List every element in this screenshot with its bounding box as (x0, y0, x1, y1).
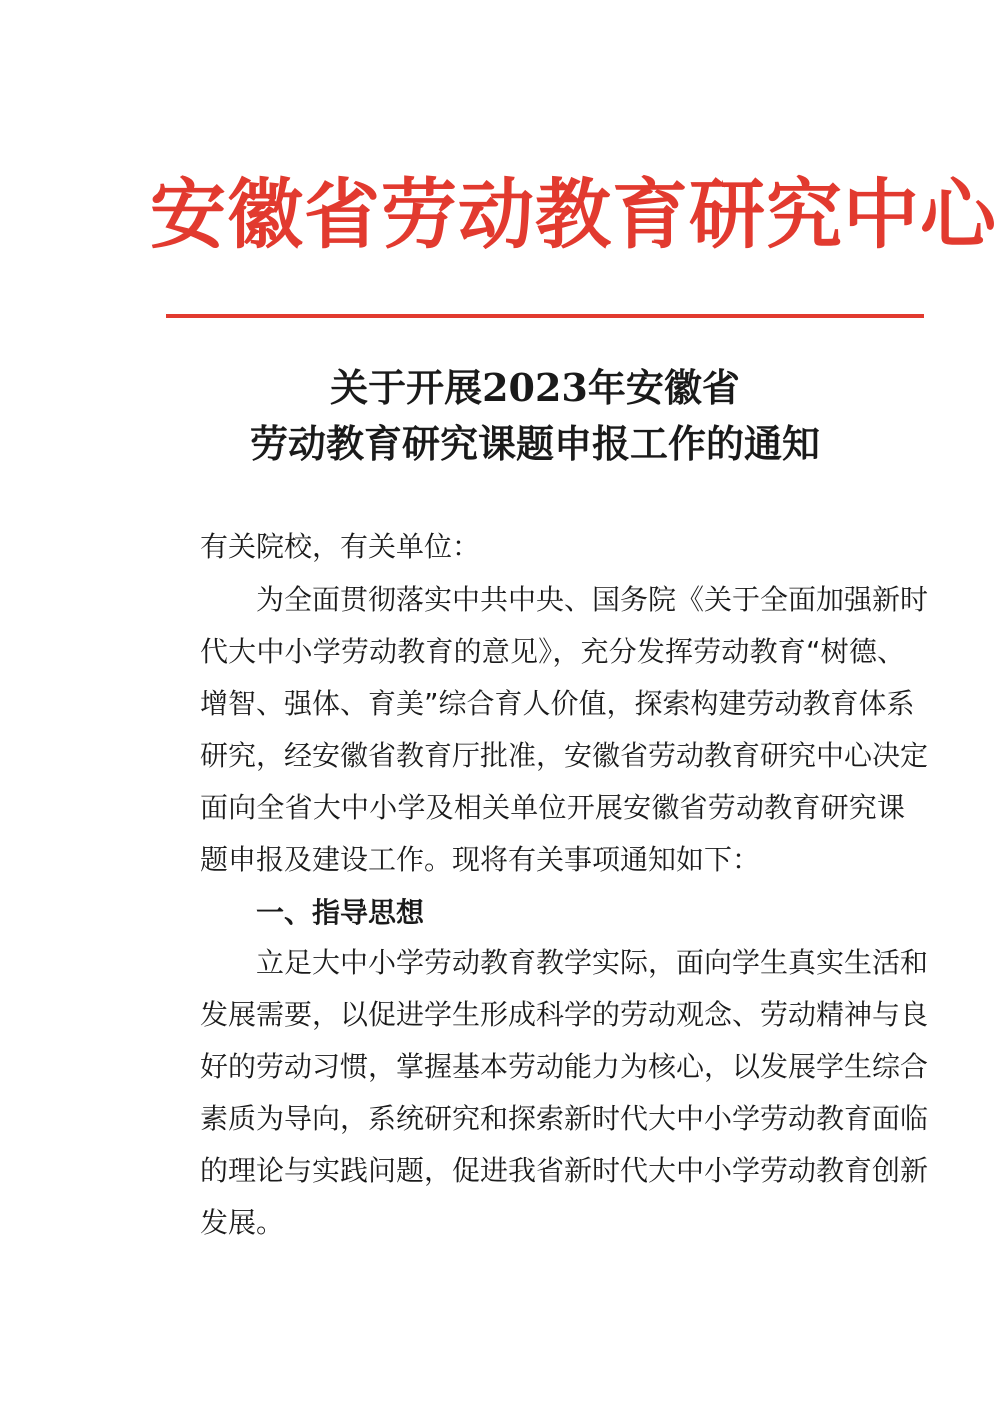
section-1-line-1: 立足大中小学劳动教育教学实际，面向学生真实生活和 (256, 946, 929, 979)
paragraph-1-line-6: 题申报及建设工作。现将有关事项通知如下： (200, 843, 761, 876)
document-title (150, 360, 920, 472)
section-1-line-2: 发展需要，以促进学生形成科学的劳动观念、劳动精神与良 (200, 998, 929, 1031)
paragraph-1-line-2: 代大中小学劳动教育的意见》，充分发挥劳动教育“树德、 (200, 635, 905, 668)
document-title-line-2: 劳动教育研究课题申报工作的通知 (249, 421, 820, 466)
paragraph-1-line-4: 研究，经安徽省教育厅批准，安徽省劳动教育研究中心决定 (200, 739, 929, 772)
salutation: 有关院校，有关单位： (200, 530, 481, 563)
document-title-line-1: 关于开展2023年安徽省 (330, 365, 740, 410)
paragraph-1-line-3: 增智、强体、育美”综合育人价值，探索构建劳动教育体系 (200, 687, 915, 720)
section-1-line-6: 发展。 (200, 1206, 285, 1239)
paragraph-1-line-5: 面向全省大中小学及相关单位开展安徽省劳动教育研究课 (200, 791, 905, 824)
letterhead-org-name: 安徽省劳动教育研究中心 (150, 170, 997, 259)
section-1-line-5: 的理论与实践问题，促进我省新时代大中小学劳动教育创新 (200, 1154, 929, 1187)
letterhead-red-rule (166, 314, 924, 318)
section-1-line-4: 素质为导向，系统研究和探索新时代大中小学劳动教育面临 (200, 1102, 929, 1135)
paragraph-1-line-1: 为全面贯彻落实中共中央、国务院《关于全面加强新时 (256, 583, 929, 616)
section-1-line-3: 好的劳动习惯，掌握基本劳动能力为核心，以发展学生综合 (200, 1050, 929, 1083)
section-1-heading: 一、指导思想 (256, 896, 425, 929)
